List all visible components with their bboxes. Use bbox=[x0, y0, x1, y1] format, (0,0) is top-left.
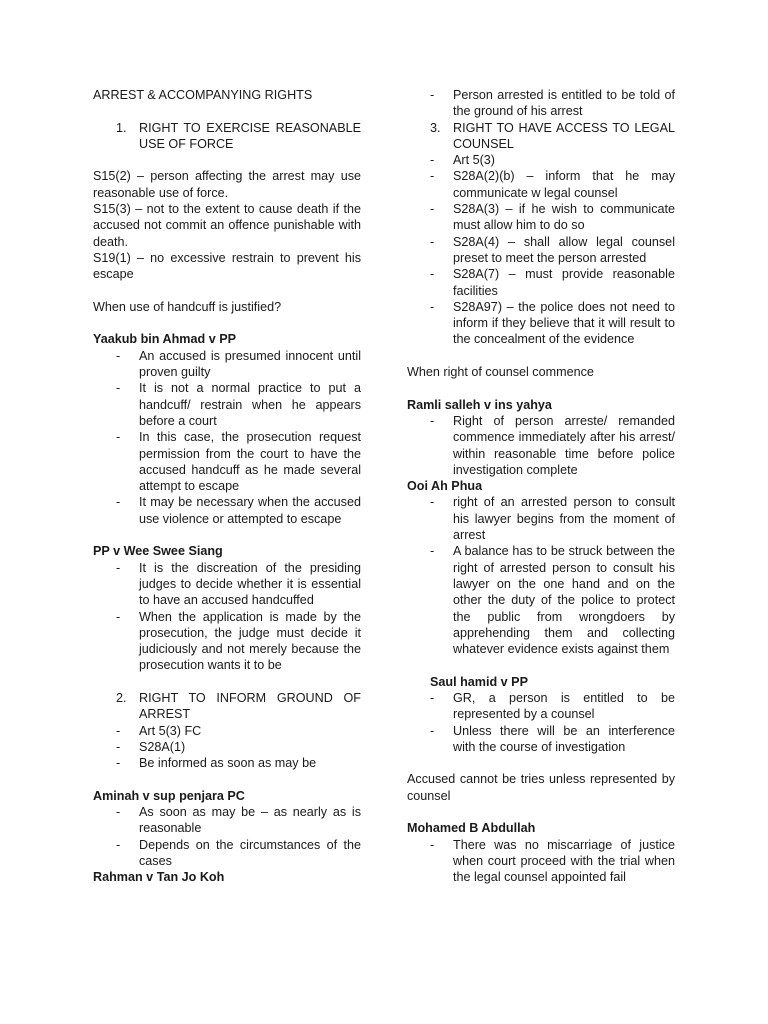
case-heading: Yaakub bin Ahmad v PP bbox=[93, 332, 237, 347]
list-item: - It is the discreation of the presiding judges to decide whether it is essential to have an accused handcuffed bbox=[116, 560, 361, 608]
list-item: - As soon as may be – as nearly as is reasonable bbox=[116, 805, 361, 836]
case-heading: PP v Wee Swee Siang bbox=[93, 544, 223, 559]
section-3-points bbox=[407, 152, 675, 348]
list-item: - An accused is presumed innocent until proven guilty bbox=[116, 348, 361, 380]
section-2-points bbox=[93, 723, 361, 772]
case-points bbox=[407, 413, 675, 478]
section-1-heading: 1. RIGHT TO EXERCISE REASONABLE USE OF FORCE bbox=[116, 120, 361, 151]
list-item: - S28A(2)(b) – inform that he may communicate w legal counsel bbox=[430, 169, 675, 200]
case-heading: Ooi Ah Phua bbox=[407, 479, 483, 494]
list-item: - Art 5(3) bbox=[430, 153, 495, 168]
accused-note: Accused cannot be tries unless represented by counsel bbox=[407, 772, 675, 803]
case-points bbox=[93, 560, 361, 674]
paragraph-s15-3: S15(3) – not to the extent to cause death if the accused not commit an offence punishable with death. bbox=[93, 202, 361, 249]
paragraph-s15-2: S15(2) – person affecting the arrest may use reasonable use of force. bbox=[93, 169, 361, 200]
list-item: - S28A97) – the police does not need to inform if they believe that it will result to the concealment of the evidence bbox=[430, 299, 675, 347]
case-points bbox=[93, 804, 361, 869]
counsel-question: When right of counsel commence bbox=[407, 365, 594, 380]
list-item: - Art 5(3) FC bbox=[116, 723, 202, 738]
paragraph-s19-1: S19(1) – no excessive restrain to prevent his escape bbox=[93, 250, 361, 282]
document-title: ARREST & ACCOMPANYING RIGHTS bbox=[93, 88, 313, 102]
continued-points bbox=[407, 87, 675, 120]
list-item: - In this case, the prosecution request permission from the court to have the accused handcuff as he made several attempt to escape bbox=[116, 430, 361, 494]
list-item: - When the application is made by the prosecution, the judge must decide it judiciously and not merely because the prosecution wants it to be bbox=[116, 609, 361, 673]
right-column bbox=[407, 87, 675, 886]
case-heading: Mohamed B Abdullah bbox=[407, 821, 536, 836]
list-item: - It is not a normal practice to put a handcuff/ restrain when he appears before a court bbox=[116, 381, 361, 428]
left-column bbox=[93, 87, 361, 886]
section-3-heading: 3. RIGHT TO HAVE ACCESS TO LEGAL COUNSEL bbox=[430, 120, 675, 151]
case-points bbox=[407, 837, 675, 886]
list-item: - There was no miscarriage of justice when court proceed with the trial when the legal counsel appointed fail bbox=[430, 837, 675, 885]
case-points bbox=[407, 690, 675, 755]
case-heading: Saul hamid v PP bbox=[430, 674, 528, 689]
list-item: - Be informed as soon as may be bbox=[116, 756, 317, 771]
list-item: - Right of person arreste/ remanded commence immediately after his arrest/ within reasonable time before police investigation complete bbox=[430, 413, 675, 477]
case-heading: Ramli salleh v ins yahya bbox=[407, 397, 552, 412]
list-item: - S28A(3) – if he wish to communicate must allow him to do so bbox=[430, 202, 675, 233]
section-2-heading: 2. RIGHT TO INFORM GROUND OF ARREST bbox=[116, 690, 361, 722]
list-item: - Person arrested is entitled to be told of the ground of his arrest bbox=[430, 88, 675, 119]
handcuff-question: When use of handcuff is justified? bbox=[93, 299, 282, 314]
list-item: - A balance has to be struck between the right of arrested person to consult his lawyer on the one hand and on the other the duty of the police to protect the public from wrongdoers by apprehending them and collecting whatever evidence exists against them bbox=[430, 544, 675, 657]
list-item: - Depends on the circumstances of the cases bbox=[116, 837, 361, 868]
case-heading: Rahman v Tan Jo Koh bbox=[93, 870, 225, 885]
list-item: - S28A(1) bbox=[116, 739, 186, 754]
case-points bbox=[93, 348, 361, 527]
list-item: - It may be necessary when the accused use violence or attempted to escape bbox=[116, 495, 361, 526]
list-item: - S28A(4) – shall allow legal counsel preset to meet the person arrested bbox=[430, 234, 675, 265]
case-heading: Aminah v sup penjara PC bbox=[93, 788, 245, 803]
list-item: - S28A(7) – must provide reasonable facilities bbox=[430, 267, 675, 298]
case-points bbox=[407, 494, 675, 657]
list-item: - right of an arrested person to consult his lawyer begins from the moment of arrest bbox=[430, 495, 675, 543]
list-item: - Unless there will be an interference with the course of investigation bbox=[430, 723, 675, 754]
list-item: - GR, a person is entitled to be represented by a counsel bbox=[430, 690, 675, 722]
